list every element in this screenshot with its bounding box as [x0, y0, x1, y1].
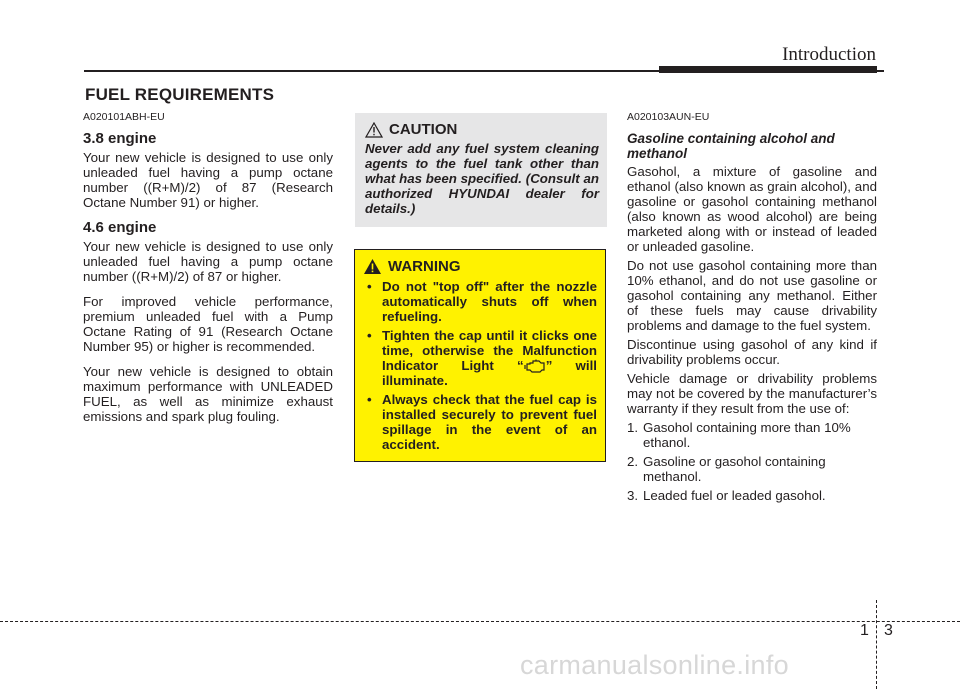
unleaded-fuel-paragraph: Your new vehicle is designed to obtain maximum performance with UNLEADED FUEL, as well as minimize exhaust emissions and spark plug fouling. [83, 364, 333, 424]
gasohol-title: Gasoline containing alcohol and methanol [627, 131, 835, 161]
caution-box [355, 113, 607, 227]
warning-title: WARNING [388, 258, 461, 275]
engine-38-title: 3.8 engine [83, 130, 157, 147]
list-item: 2. Gasoline or gasohol containing methanol. [627, 454, 826, 484]
engine-check-icon [524, 359, 546, 373]
list-item: 1. Gasohol containing more than 10% ethanol. [627, 420, 851, 450]
fuel-list [627, 420, 877, 503]
list-item: 3. Leaded fuel or leaded gasohol. [627, 488, 826, 503]
warning-box [354, 249, 606, 462]
header-title: Introduction [782, 44, 876, 65]
gasohol-limit-paragraph: Do not use gasohol containing more than 10% ethanol, and do not use gasoline or gasohol containing any methanol. Either of these fuels may cause drivability problems and damage to the fuel system. [627, 258, 877, 333]
page-divider [876, 600, 877, 689]
right-column [627, 110, 877, 507]
warning-item: • Tighten the cap until it clicks one time, otherwise the Malfunction Indicator Light “ ” will illuminate. [363, 328, 597, 388]
caution-header [365, 121, 599, 138]
caution-icon [365, 122, 383, 138]
footer-divider [0, 621, 960, 622]
warranty-paragraph: Vehicle damage or drivability problems may not be covered by the manufacturer’s warranty if they result from the use of: [627, 371, 877, 416]
watermark: carmanualsonline.info [520, 650, 789, 680]
discontinue-paragraph: Discontinue using gasohol of any kind if drivability problems occur. [627, 337, 877, 367]
premium-fuel-paragraph: For improved vehicle performance, premium unleaded fuel with a Pump Octane Rating of 91 (Research Octane Number 95) or higher is recommended. [83, 294, 333, 354]
caution-text: Never add any fuel system cleaning agents to the fuel tank other than what has been specified. (Consult an authorized HYUNDAI dealer for details.) [365, 141, 599, 216]
section-code: A020103AUN-EU [627, 111, 710, 123]
engine-46-text: Your new vehicle is designed to use only unleaded fuel having a pump octane number ((R+M)/2) of 87 or higher. [83, 239, 333, 284]
section-code: A020101ABH-EU [83, 111, 165, 123]
warning-item: • Always check that the fuel cap is installed securely to prevent fuel spillage in the event of an accident. [363, 392, 597, 452]
gasohol-paragraph: Gasohol, a mixture of gasoline and ethanol (also known as grain alcohol), and gasoline or gasohol containing methanol (also known as wood alcohol) are being marketed along with or instead of leaded or unleaded gasoline. [627, 164, 877, 254]
header-rule-accent [659, 66, 877, 73]
warning-header [363, 258, 597, 275]
caution-title: CAUTION [389, 121, 458, 138]
section-title: FUEL REQUIREMENTS [85, 85, 275, 104]
engine-38-text: Your new vehicle is designed to use only unleaded fuel having a pump octane number ((R+M)/2) of 87 (Research Octane Number 91) or higher. [83, 150, 333, 210]
page-number: 3 [884, 622, 893, 639]
warning-list [363, 279, 597, 452]
warning-item: • Do not "top off" after the nozzle automatically shuts off when refueling. [363, 279, 597, 324]
warning-icon [363, 258, 382, 275]
left-column [83, 110, 333, 434]
engine-46-title: 4.6 engine [83, 219, 157, 236]
chapter-number: 1 [860, 622, 869, 639]
